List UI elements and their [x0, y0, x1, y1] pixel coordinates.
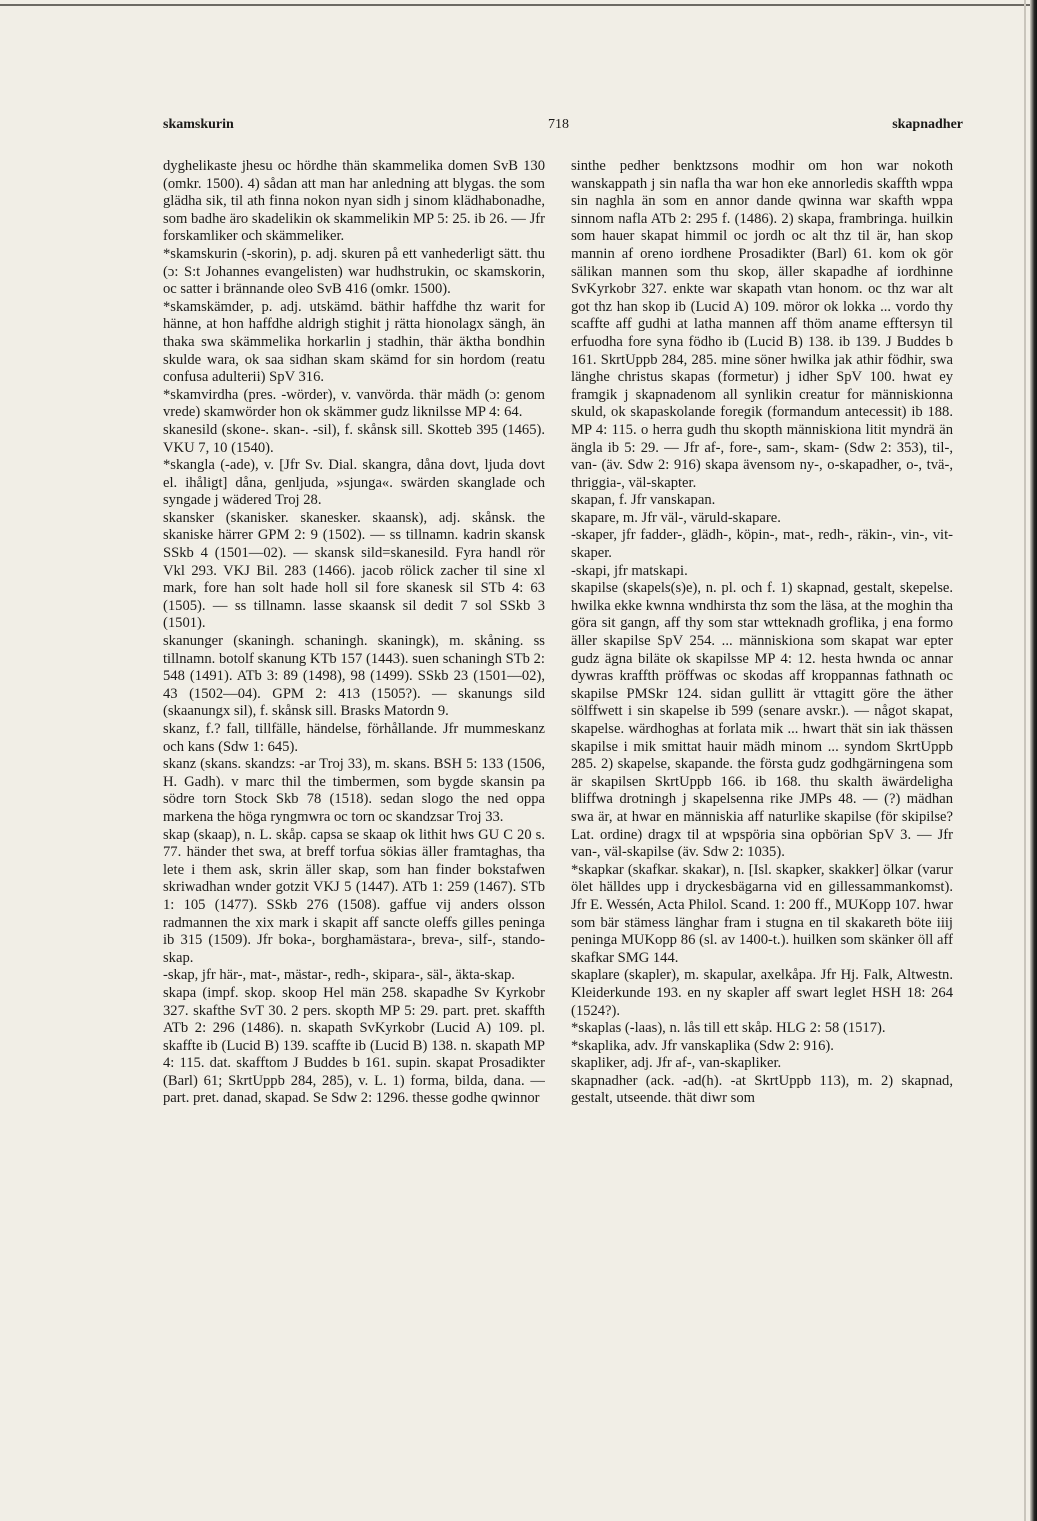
- entry: skap (skaap), n. L. skåp. capsa se skaap ok lithit hws GU C 20 s. 77. händer thet swa, at breff torfua sökias äller framtaghas, tha lete i them ask, skrin äller skap, som han finder bokstafwen skriwadhan wnder gotzit VKJ 5 (1447). ATb 1: 259 (1467). STb 1: 105 (1477). SSkb 276 (1508). gaffue vij anders olsson radmannen the xix mark i skapit aff sancte oleffs gilles peninga ib 315 (1509). Jfr boka-, borghamästara-, breva-, silf-, stando-skap.: [163, 826, 545, 966]
- entry: *skamskämder, p. adj. utskämd. bäthir haffdhe thz warit for hänne, at hon haffdhe aldrigh stighit j rätta hionolagx sängh, än thaka swa skämmelika horkarlin j stadhin, thär äktha bondhin skulde wara, ok saa sidhan skam skämd for sin hordom (reatu confusa adulterii) SpV 316.: [163, 298, 545, 386]
- left-column: [163, 158, 545, 1358]
- entry: skapa (impf. skop. skoop Hel män 258. skapadhe Sv Kyrkobr 327. skafthe SvT 30. 2 pers. skopth MP 5: 29. part. pret. skaffth ATb 2: 296 (1486). n. skapath SvKyrkobr (Lucid A) 109. pl. skaffte ib (Lucid B) 139. scaffte ib (Lucid B) 138. n. skapath MP 4: 115. dat. skafftom J Buddes b 161. supin. skapat Prosadikter (Barl) 61; SkrtUppb 284, 285), v. L. 1) forma, bilda, dana. — part. pret. danad, skapad. Se Sdw 2: 1296. thesse godhe qwinnor: [163, 984, 545, 1107]
- entry: -skap, jfr här-, mat-, mästar-, redh-, skipara-, säl-, äkta-skap.: [163, 967, 515, 984]
- entry: sinthe pedher benktzsons modhir om hon war nokoth wanskappath j sin nafla tha war hon eke annorledis skaffth wppa sin naghla än som en annor dande qwinna war skafth wppa sinnom nafla ATb 2: 295 f. (1486). 2) skapa, frambringa. huilkin som hauer skapat himmil oc jordh oc alt thz til är, han skop mannin af oreno iordhene Prosadikter (Barl) 61. kom ok gör sälikan mannen som thu skop, äller skapadhe af iordhinne SvKyrkobr 327. enkte war skapath vtan honom. oc thz war alt got thz han skop ib (Lucid A) 109. möror ok lokka ... vordo thy scaffte aff gudhi at latha mannen aff thöm aname efftersyn til erfuodha fore syna födho ib (Lucid B) 138. ib 139. J Buddes b 161. SkrtUppb 284, 285. mine söner hwilka jak athir födhir, swa länghe christus skapas (formetur) j idher SpV 100. hwat ey framgik j skapnadenom all synlikin creatur for människionna skuld, ok skapaskolande foregik (formandum antecessit) ib 188. MP 4: 115. o herra gudh thu skopth människiona litit myndrä än ängla ib 5: 29. — Jfr af-, fore-, sam-, skam- (Sdw 2: 353), til-, van- (äv. Sdw 2: 916) skapa ävensom ny-, o-skapadher, o-, tvä-, thriggia-, väl-skapter.: [571, 158, 953, 491]
- header-right-guide-word: skapnadher: [892, 117, 963, 132]
- entry: skaplare (skapler), m. skapular, axelkåpa. Jfr Hj. Falk, Altwestn. Kleiderkunde 193. en ny skapler aff swart leglet HSH 18: 264 (1524?).: [571, 967, 953, 1019]
- entry: *skapkar (skafkar. skakar), n. [Isl. skapker, skakker] ölkar (varur ölet hälldes upp i dryckesbägarna vid en gillessammankomst). Jfr E. Wessén, Acta Philol. Scand. 1: 200 ff., MUKopp 107. hwar som bär stämess länghar fram i stugna en til skakareth böte iiij peninga MUKopp 86 (sl. av 1400-t.). huilken som skänker öll aff skafkar SMG 144.: [571, 861, 953, 966]
- entry: skapliker, adj. Jfr af-, van-skapliker.: [571, 1055, 782, 1072]
- entry: *skaplika, adv. Jfr vanskaplika (Sdw 2: 916).: [571, 1037, 834, 1054]
- entry: skapare, m. Jfr väl-, väruld-skapare.: [571, 509, 781, 526]
- entry: -skaper, jfr fadder-, glädh-, köpin-, mat-, redh-, räkin-, vin-, vit-skaper.: [571, 527, 953, 562]
- top-scan-line: [0, 4, 1037, 6]
- header-left-guide-word: skamskurin: [163, 117, 234, 132]
- page-edge: [1030, 0, 1037, 1521]
- page-number: 718: [548, 117, 569, 132]
- entry: *skamskurin (-skorin), p. adj. skuren på ett vanhederligt sätt. thu (ɔ: S:t Johannes evangelisten) war hudhstrukin, oc skamskorin, oc satter i brännande oleo SvB 416 (omkr. 1500).: [163, 245, 545, 298]
- entry: skapnadher (ack. -ad(h). -at SkrtUppb 113), m. 2) skapnad, gestalt, utseende. thät diwr som: [571, 1072, 953, 1107]
- entry: skapilse (skapels(s)e), n. pl. och f. 1) skapnad, gestalt, skepelse. hwilka ekke kwnna wndhirsta thz som the läsa, at the moghin tha göra sit gangn, aff thy som star wtteknadh groflika, j ena formo äller skapilse SpV 254. ... människiona som skapat war epter gudz ägna biläte ok skapilsse MP 4: 12. hesta hwnda oc annar dywras kraffth pröffwas oc skodas aff kroppannas fathnath oc skapilse PMSkr 124. sidan gullitt är vttagitt göre the äther sölffwett i sin skapelse ib 599 (senare avskr.). — något skapat, skapelse. wärdhoghas at forlata mik ... hwart thät sin iak thässen skapilse i mik smittat hauir mädh minom ... syndom SkrtUppb 285. 2) skapelse, skapande. the första gudz godhgärningena som är skapilsen SkrtUppb 166. ib 168. thu skalth äwärdeligha bliffwa drotningh j skapelsenna rike JMPs 48. — (?) mädhan swa är, at hwar en människia aff naturlike skapilse (för skipilse? Lat. ordine) dragx til at wpspöria sina opbörian SpV 3. — Jfr van-, väl-skapilse (äv. Sdw 2: 1035).: [571, 580, 953, 861]
- entry: skanunger (skaningh. schaningh. skaningk), m. skåning. ss tillnamn. botolf skanung KTb 157 (1443). suen schaningh STb 2: 548 (1491). ATb 3: 89 (1498), 98 (1499). SSkb 23 (1501—02), 43 (1502—04). GPM 2: 413 (1505?). — skanungs sild (skaanungx sil), f. skånsk sill. Brasks Matordn 9.: [163, 633, 545, 720]
- entry: *skaplas (-laas), n. lås till ett skåp. HLG 2: 58 (1517).: [571, 1020, 886, 1037]
- entry: dyghelikaste jhesu oc hördhe thän skammelika domen SvB 130 (omkr. 1500). 4) sådan att man har anledning att blygas. the som glädha sik, til ath finna nokon nyan sidh j sinom klädhabonadhe, som badhe äro skadelikin ok skammelikin MP 5: 25. ib 26. — Jfr forskamliker och skämmeliker.: [163, 158, 545, 245]
- entry: skansker (skanisker. skanesker. skaansk), adj. skånsk. the skaniske härrer GPM 2: 9 (1502). — ss tillnamn. kadrin skansk SSkb 4 (1501—02). — skansk sild=skanesild. Fyra handl rör Vkl 293. VKJ Bil. 283 (1466). jacob rölick zacher til sine xl mark, fore han solt hade holl sil fore skanesk sil STb 4: 63 (1505). — ss tillnamn. lasse skaansk sil dedit 7 sol SSkb 3 (1501).: [163, 509, 545, 632]
- entry: skanz (skans. skandzs: -ar Troj 33), m. skans. BSH 5: 133 (1506, H. Gadh). v marc thil the timbermen, som bygde skansin pa södre torn Stock Skb 78 (1518). sedan slogo the ned oppa markena the höga ryngmwra oc torn oc skandzsar Troj 33.: [163, 756, 545, 825]
- right-column: [571, 158, 953, 1358]
- entry: skanesild (skone-. skan-. -sil), f. skånsk sill. Skotteb 395 (1465). VKU 7, 10 (1540).: [163, 421, 545, 456]
- page-edge-shadow: [1024, 0, 1026, 1521]
- entry: skapan, f. Jfr vanskapan.: [571, 492, 716, 509]
- entry: *skangla (-ade), v. [Jfr Sv. Dial. skangra, dåna dovt, ljuda dovt el. ihåligt] dåna, genljuda, »sjunga«. swärden skanglade och syngade j wädered Troj 28.: [163, 457, 545, 509]
- entry: skanz, f.? fall, tillfälle, händelse, förhållande. Jfr mummeskanz och kans (Sdw 1: 645).: [163, 721, 545, 755]
- entry: *skamvirdha (pres. -wörder), v. vanvörda. thär mädh (ɔ: genom vrede) skamwörder hon ok skämmer gudz liknilsse MP 4: 64.: [163, 386, 545, 421]
- running-header: [163, 117, 963, 137]
- entry: -skapi, jfr matskapi.: [571, 562, 688, 579]
